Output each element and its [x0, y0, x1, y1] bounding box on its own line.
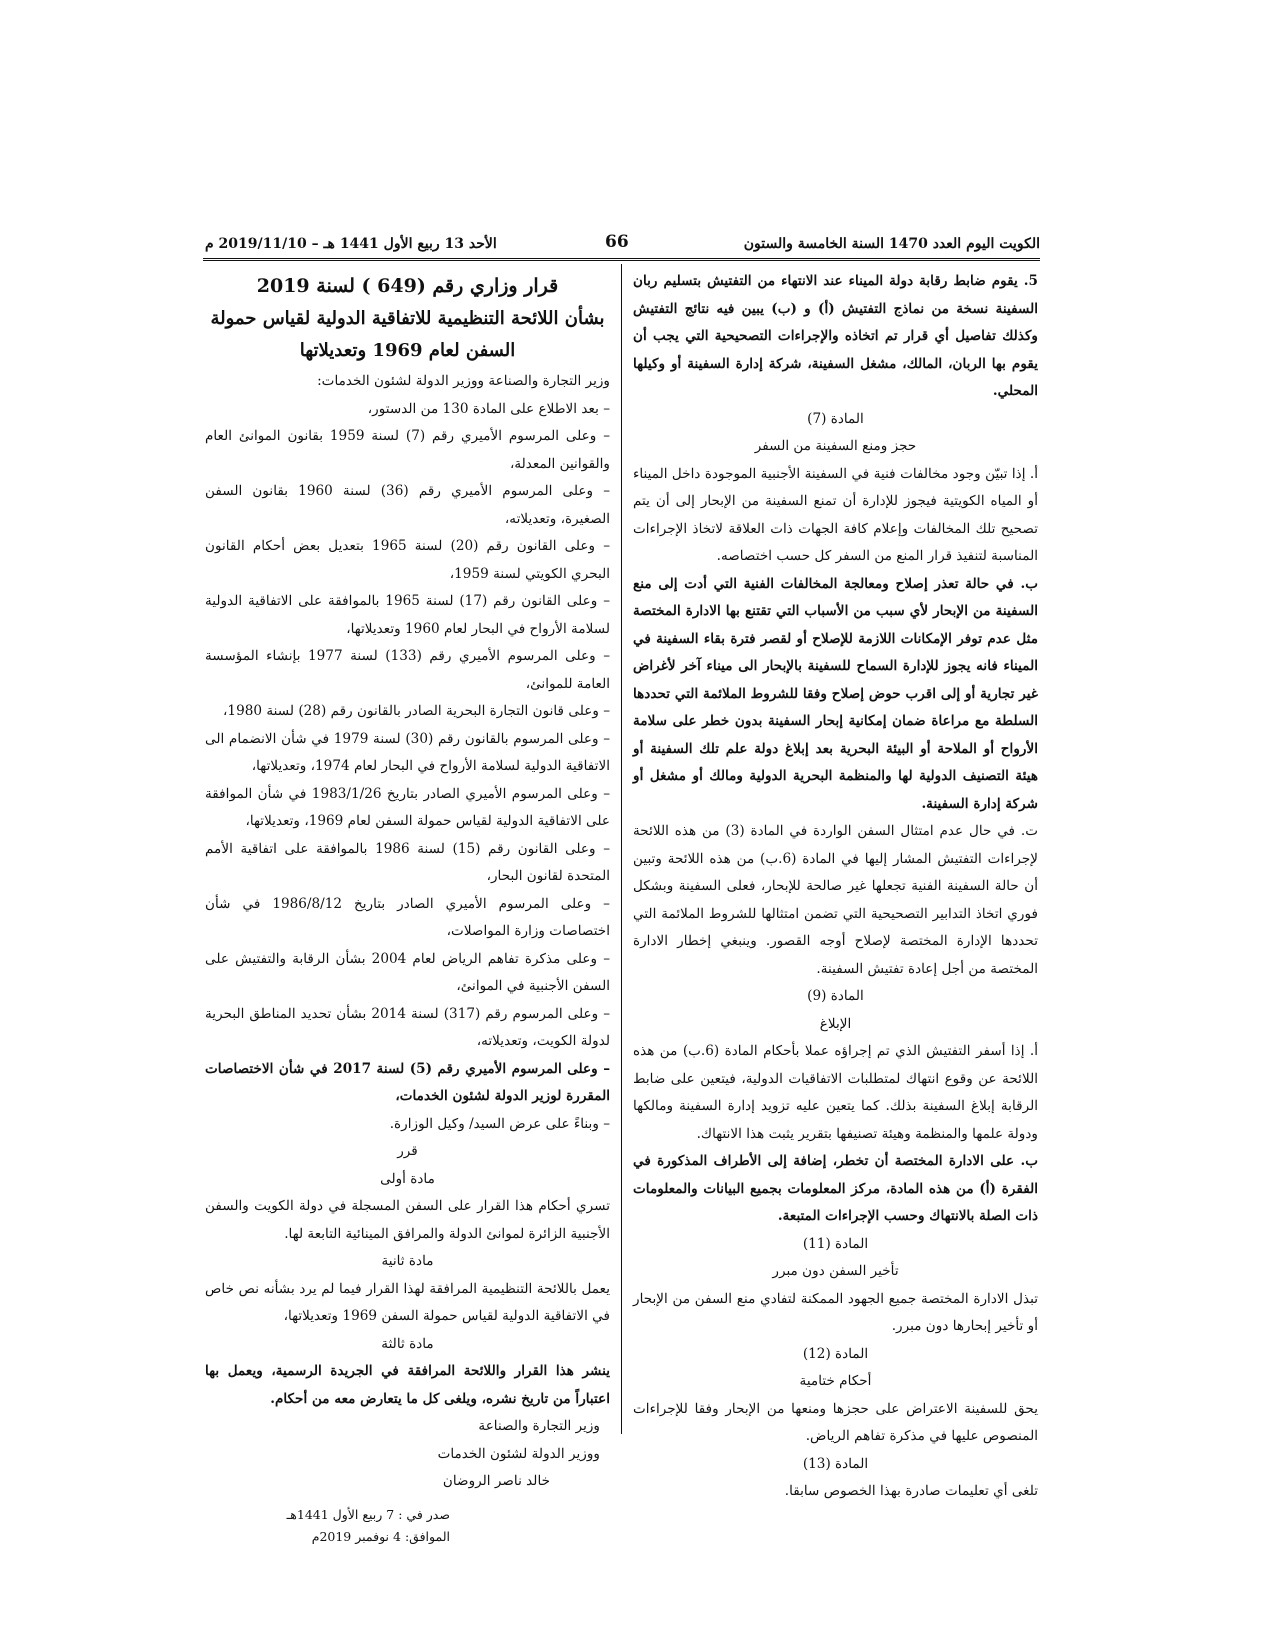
article-11-text: تبذل الادارة المختصة جميع الجهود الممكنة لتفادي منع السفن من الإبحار أو تأخير إبحارها دون مبرر. — [633, 1290, 1038, 1334]
preamble-item: – وعلى المرسوم الأميري رقم (5) لسنة 2017 في شأن الاختصاصات المقررة لوزير الدولة لشئون الخدمات، — [205, 1060, 610, 1104]
page-number: 66 — [605, 232, 629, 252]
preamble-item: – وعلى المرسوم بالقانون رقم (30) لسنة 1979 في شأن الانضمام الى الاتفاقية الدولية لسلامة الأرواح في البحار لعام 1974، وتعديلاتها، — [205, 730, 610, 774]
page-header — [205, 232, 1040, 256]
article-12-heading: المادة (12) — [802, 1345, 869, 1362]
article-3-heading: مادة ثالثة — [381, 1335, 434, 1352]
decided-label: قرر — [397, 1143, 418, 1159]
preamble-item: – بعد الاطلاع على المادة 130 من الدستور، — [367, 400, 610, 417]
article-2-heading: مادة ثانية — [381, 1253, 434, 1269]
preamble-item: – وعلى المرسوم الأميري الصادر بتاريخ 1983/1/26 في شأن الموافقة على الاتفاقية الدولية لقياس حمولة السفن لعام 1969، وتعديلاتها، — [205, 785, 610, 829]
preamble-item: – وعلى المرسوم الأميري الصادر بتاريخ 1986/8/12 في شأن اختصاصات وزارة المواصلات، — [205, 895, 610, 939]
preamble-item: – وعلى القانون رقم (15) لسنة 1986 بالموافقة على اتفاقية الأمم المتحدة لقانون البحار، — [205, 840, 610, 884]
article-7-heading: المادة (7) — [807, 410, 864, 427]
article-9-title: الإبلاغ — [819, 1015, 852, 1032]
issue-date-block — [205, 1504, 610, 1548]
preamble-item: – وعلى المرسوم الأميري رقم (36) لسنة 1960 بقانون السفن الصغيرة، وتعديلاته، — [205, 483, 610, 527]
header-date: الأحد 13 ربيع الأول 1441 هـ – 2019/11/10 م — [205, 236, 497, 252]
article-7-title: حجز ومنع السفينة من السفر — [754, 438, 917, 454]
preamble-list — [205, 396, 610, 1139]
article-12-title: أحكام ختامية — [799, 1373, 872, 1389]
preamble-item: – وعلى المرسوم الأميري رقم (133) لسنة 1977 بإنشاء المؤسسة العامة للموانئ، — [205, 648, 610, 692]
signature-title-2: ووزير الدولة لشئون الخدمات — [437, 1445, 600, 1462]
decree-title-line-1: قرار وزاري رقم (649 ) لسنة 2019 — [256, 275, 559, 297]
issue-date-hijri: صدر في : 7 ربيع الأول 1441هـ — [286, 1506, 450, 1522]
preamble-item: – وبناءً على عرض السيد/ وكيل الوزارة. — [389, 1115, 610, 1132]
preamble-item: – وعلى قانون التجارة البحرية الصادر بالقانون رقم (28) لسنة 1980، — [223, 703, 610, 719]
decree-intro: وزير التجارة والصناعة ووزير الدولة لشئون الخدمات: — [317, 373, 610, 389]
preamble-item: – وعلى القانون رقم (20) لسنة 1965 بتعديل بعض أحكام القانون البحري الكويتي لسنة 1959، — [205, 538, 610, 582]
preamble-item: – وعلى مذكرة تفاهم الرياض لعام 2004 بشأن الرقابة والتفتيش على السفن الأجنبية في الموانئ، — [205, 950, 610, 994]
right-column — [633, 268, 1038, 1506]
article-11-heading: المادة (11) — [802, 1235, 869, 1252]
decree-title-line-3: السفن لعام 1969 وتعديلاتها — [299, 340, 516, 361]
article-7-b: ب. في حالة تعذر إصلاح ومعالجة المخالفات الفنية التي أدت إلى منع السفينة من الإبحار لأي سبب من الأسباب التي تقتنع بها الادارة المختصة مثل عدم توفر الإمكانات اللازمة للإصلاح أو لقصر فترة بقاء السفينة في الميناء فانه يجوز للإدارة السماح للسفينة بالإبحار الى ميناء آخر لأغراض غير تجارية أو إلى اقرب حوض إصلاح وفقا للشروط الملائمة التي تحددها السلطة مع مراعاة ضمان إمكانية إبحار السفينة بدون خطر على سلامة الأرواح أو الملاحة أو البيئة البحرية بعد إبلاغ دولة علم تلك السفينة أو هيئة التصنيف الدولية لها والمنظمة البحرية الدولية ومالك أو مشغل أو شركة إدارة السفينة. — [633, 575, 1038, 812]
article-2-text: يعمل باللائحة التنظيمية المرافقة لهذا القرار فيما لم يرد بشأنه نص خاص في الاتفاقية الدولية لقياس حمولة السفن 1969 وتعديلاتها، — [205, 1280, 610, 1324]
decree-title-line-2: بشأن اللائحة التنظيمية للاتفاقية الدولية لقياس حمولة — [210, 308, 605, 329]
left-column — [205, 268, 610, 1548]
article-7-c: ت. في حال عدم امتثال السفن الواردة في المادة (3) من هذه اللائحة لإجراءات التفتيش المشار إليها في المادة (6.ب) من هذه اللائحة وتبين أن حالة السفينة الفنية تجعلها غير صالحة للإبحار، فعلى السفينة وبشكل فوري اتخاذ التدابير التصحيحية التي تضمن امتثالها للشروط الملائمة التي تحددها الإدارة المختصة لإصلاح أوجه القصور. وينبغي إخطار الادارة المختصة من أجل إعادة تفتيش السفينة. — [633, 823, 1038, 977]
column-divider — [621, 264, 622, 1434]
issue-date-gregorian: الموافق: 4 نوفمبر 2019م — [311, 1528, 450, 1544]
article-12-text: يحق للسفينة الاعتراض على حجزها ومنعها من الإبحار وفقا للإجراءات المنصوص عليها في مذكرة تفاهم الرياض. — [633, 1400, 1038, 1444]
article-1-text: تسري أحكام هذا القرار على السفن المسجلة في دولة الكويت والسفن الأجنبية الزائرة لموانئ الدولة والمرافق المينائية التابعة لها. — [205, 1198, 610, 1242]
article-9-a: أ. إذا أسفر التفتيش الذي تم إجراؤه عملا بأحكام المادة (6.ب) من هذه اللائحة عن وقوع انتهاك لمتطلبات الاتفاقيات الدولية، فيتعين على ضابط الرقابة إبلاغ السفينة بذلك. كما يتعين عليه تزويد إدارة السفينة ومالكها ودولة علمها والمنظمة وهيئة تصنيفها بتقرير يثبت هذا الانتهاك. — [633, 1043, 1038, 1142]
article-11-title: تأخير السفن دون مبرر — [772, 1263, 899, 1279]
article-13-text: تلغى أي تعليمات صادرة بهذا الخصوص سابقا. — [784, 1483, 1038, 1499]
article-3-text: ينشر هذا القرار واللائحة المرافقة في الجريدة الرسمية، ويعمل بها اعتباراً من تاريخ نشره، ويلغى كل ما يتعارض معه من أحكام. — [205, 1363, 610, 1407]
item-5: 5. يقوم ضابط رقابة دولة الميناء عند الانتهاء من التفتيش بتسليم ربان السفينة نسخة من نماذج التفتيش (أ) و (ب) يبين فيه نتائج التفتيش وكذلك تفاصيل أي قرار تم اتخاذه والإجراءات التصحيحية التي يجب أن يقوم بها الربان، المالك، مشغل السفينة، شركة إدارة السفينة أو وكيلها المحلي. — [633, 273, 1038, 399]
article-1-heading: مادة أولى — [380, 1170, 435, 1187]
signature-name: خالد ناصر الروضان — [442, 1473, 550, 1489]
article-9-b: ب. على الادارة المختصة أن تخطر، إضافة إلى الأطراف المذكورة في الفقرة (أ) من هذه المادة، مركز المعلومات بجميع البيانات والمعلومات ذات الصلة بالانتهاك وحسب الإجراءات المتبعة. — [633, 1153, 1038, 1224]
preamble-item: – وعلى المرسوم رقم (317) لسنة 2014 بشأن تحديد المناطق البحرية لدولة الكويت، وتعديلاته، — [205, 1005, 611, 1049]
decree-title — [205, 268, 610, 368]
preamble-item: – وعلى المرسوم الأميري رقم (7) لسنة 1959 بقانون الموانئ العام والقوانين المعدلة، — [205, 428, 611, 472]
signature-title-1: وزير التجارة والصناعة — [478, 1418, 600, 1434]
article-9-heading: المادة (9) — [807, 988, 864, 1004]
article-13-heading: المادة (13) — [802, 1455, 869, 1472]
preamble-item: – وعلى القانون رقم (17) لسنة 1965 بالموافقة على الاتفاقية الدولية لسلامة الأرواح في البحار لعام 1960 وتعديلاتها، — [205, 593, 611, 637]
article-7-a: أ. إذا تبيّن وجود مخالفات فنية في السفينة الأجنبية الموجودة داخل الميناء أو المياه الكويتية فيجوز للإدارة أن تمنع السفينة من الإبحار إلى أن يتم تصحيح تلك المخالفات وإعلام كافة الجهات ذات العلاقة لاتخاذ الإجراءات المناسبة لتنفيذ قرار المنع من السفر كل حسب اختصاصه. — [633, 465, 1038, 564]
header-publication: الكويت اليوم العدد 1470 السنة الخامسة والستون — [743, 236, 1040, 252]
header-divider — [203, 258, 1040, 261]
